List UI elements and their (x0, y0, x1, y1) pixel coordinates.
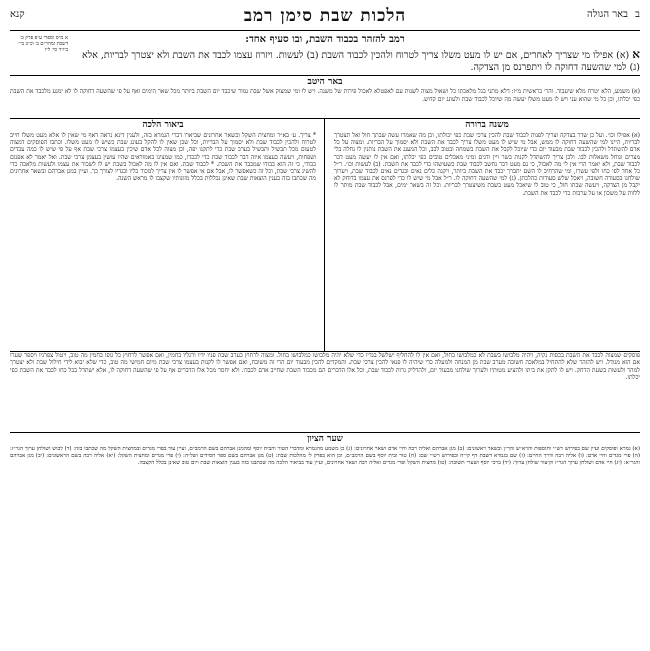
column-divider (324, 119, 325, 351)
beur-halacha-column (10, 119, 316, 351)
header-page-number: קנא (10, 9, 25, 20)
header-left-label: באר הגולה (587, 9, 628, 20)
beur-heitev-text: (א) משמע, הלא יטרח מלא שיעבוד. והר׳ בראשית מ״ו: דלא מתני בגל מלאכתו כל ושאול מצוה לשנות עם לאפטלא לאכול פירות של משנה. ויש לו ומי שמצוק אשל שבת גמור שיכבד יום השבת ביותר מכל שאר הימים ואף על פי שהשעה דחוקה לו לא ימנע מלכבד את השבת כפי יכלתו, וכן כל מי שהוא עני ויש לו מעט משלו יעשה מה שיוכל לכבוד שבת ולעונג יום קדוש. (10, 88, 640, 119)
page-header (10, 0, 640, 31)
beur-halacha-title: ביאור הלכה (142, 120, 184, 130)
mishnah-berurah-column (334, 119, 640, 351)
beur-heitev-title: באר היטב (10, 75, 640, 88)
header-page-letter: ב (635, 9, 640, 20)
beur-halacha-text: * צריך. ע׳ בא״ר ומחצית השקל ובשאר אחרונים שביארו דברי הגמרא בזה, ולענין דינא נראה דאף מי שאין לו אלא מעט משלו חייב לטרוח ולהכין לכבוד שבת ולא יסמוך על הבריות, וכל שכן שאין לו להקל בעונג שבת כשיש לו מעט משלו. וכתבו הפוסקים דמצוה לטעום מכל תבשיל ותבשיל בערב שבת כדי לתקנו יפה, וכן מצוה לכל אדם שיכין בעצמו צרכי שבת אף על פי שיש לו כמה עבדים ושפחות, ויעשה בעצמו איזה דבר לכבוד שבת כדי לכבדו, כמו שמצינו באמוראים שהיו עושין בעצמן צרכי שבת. ואל יאמר לא אפגום כבודי, כי זה הוא כבודו שמכבד את השבת. * לכבוד שבת. ואם אין לו מה לאכול בשבת יש לו לשכור את עצמו ולעשות מלאכה כדי להשיג צרכי שבת, וכל זה כשאפשר לו, אבל אם אי אפשר לו אין צריך למכור כליו ובגדיו לצורך כך. ועיין במגן אברהם ובשאר אחרונים מה שכתבו בזה בענין הוצאות שבת שאינן נכללות בכלל מזונותיו שקצבו לו מראש השנה. (10, 132, 316, 183)
seif-letter: א (632, 47, 640, 61)
shaar-hatziyun-title: שער הציון (10, 432, 640, 446)
mishnah-berurah-text: (א) אפילו וכו׳. ועל כן שדר בצדקה וצריך לפנות לכבוד שבת להכין צרכי שבת כפי יכולתו, וכן מה שאמרו עשה שבתך חול ואל תצטרך לבריות, היינו למי שהשעה דחוקה לו ממש, אבל מי שיש לו מעט משלו צריך לכבד את השבת ולא יסמוך על הבריות. ומצוה על כל אדם להשתדל ולהכין לכבוד שבת מבעוד יום כדי שיוכל לקבל את השבת בשמחה ובטוב לבב, וכל המענג את השבת נותנין לו נחלה בלי מצרים ונוחל משאלות לבו. ולכן צריך להשתדל לקנות בשר ויין ודגים ומיני מאכלים טובים כפי יכלתו, ואם אין לו יעשה מעט דבר לכבוד שבת, ולא יאמר הרי אין לי מה לאכול, כי גם מעט דבר נחשב לכבוד שבת כשעושהו כדי לכבד את השבת. (ב) לעשות וכו׳. ר״ל כל אחד לפי כחו ולפי עשרו, ומי שהרחיב לו השם יתברך יכבד את השבת ביותר, ויקנה כלים נאים ובגדים נאים לכבוד שבת, ויערוך שולחנו בסעודה חשובה, ויאכל שלש סעודות כהלכתן. (ג) למי שהשעה דחוקה לו. ר״ל אבל מי שיש לו כדי לפרנס את עצמו בדוחק לא יקבל מן הצדקה, ויעשה שבתו חול, כי טוב לו שיאכל מעט בשבת משיצטרך לבריות. וכל זה בשאר ימים, אבל לכבוד שבת מותר לו ללוות על משכון או על ערבות כדי לכבד את השבת. (334, 132, 640, 197)
page-title: הלכות שבת סימן רמב (243, 6, 407, 26)
siman-subtitle: רמב להזהר בכבוד השבת, ובו סעיף אחד: (245, 34, 405, 45)
continuation-text: פוסקים שמצוה לכבד את השבת בכסות נקיה, ויהיה מלבושו בשבת לא כמלבושו בחול, ואם אין לו להחליף ישלשל בגדיו כדי שלא יהיה מלבושו כמלבושו בחול. ומצוה לרחוץ בערב שבת פניו ידיו ורגליו בחמין, ואם אפשר לרחוץ כל גופו בחמין מה טוב, ויטול צפרניו ויספר שערו אם הוא מגודל. ויש להזהר שלא להתחיל במלאכה חשובה מערב שבת מן המנחה ולמעלה כדי שיהיה לו פנאי להכין צרכי שבת. והמקדים להכין מבעוד יום הרי זה משובח, ואם אפשר לו לקנות בעצמו צרכי שבת מיום חמישי מה טוב, כדי שלא יבוא לידי חילול שבת ולא יצטרך למהר ולעשות בשעת הדחק. ויש לו לתקן את ביתו ולהציע מטותיו ולערוך שולחנו מבעוד יום, ולהדליק נרות לכבוד שבת, וכל אלו הדברים הם מכבוד השבת שחייב אדם לכבדו. ולא יחסר מכל אלו הדברים אף על פי שהשעה דחוקה לו, אלא ישתדל בכל כחו לכבד את השבת כפי יכלתו. (10, 351, 640, 432)
mishnah-berurah-title: משנה ברורה (465, 120, 509, 130)
siman-opening (10, 31, 640, 75)
shulchan-aruch-text (82, 48, 640, 74)
commentary-columns (10, 119, 640, 351)
source-sidenote: א מ״ס וספרי ע״פ פרק ב׳ דשבת ומהר״ם ב׳ וכ״כ ב״י ביו״ד סי׳ ל״ו (18, 35, 68, 53)
shaar-hatziyun-text: (א) גמרא ופוסקים ועיין שם בפירוש רש״י ותוספות והרא״ש והר״ן ובשאר ראשונים: (ב) מגן אברהם ואליה רבה וחיי אדם ושאר אחרונים: (ג) כן משמע מהגמרא ומדברי הטור והבית יוסף ומהמגן אברהם בשם הרמב״ם, ועיין עוד בפרי מגדים ובמחצית השקל מה שכתבו בזה: (ד) לבוש ושולחן ערוך הגר״ז: (ה) פרי מגדים וחיי אדם: (ו) אליה רבה ודרך החיים: (ז) שם בגמרא דשבת דף קי״ח ובפירוש רש״י שם: (ח) טור ובית יוסף בשם הרמב״ם, וכן הוא בפרק ל׳ מהלכות שבת: (ט) מגן אברהם בשם ספר חסידים ושל״ה: (י) פרי מגדים ומחצית השקל: (יא) אליה רבה בשם הראשונים: (יב) מגן אברהם והגר״א: (יג) חיי אדם ושולחן ערוך הגר״ז וקיצור שולחן ערוך: (יד) ברכי יוסף ושערי תשובה: (טו) מחצית השקל ופרי מגדים ואליה רבה ושאר אחרונים, ועיין עוד בביאור הלכה מה שכתבנו בזה בענין הוצאות שבת ויום טוב שאינן בכלל הקצבה. (10, 446, 640, 466)
seif-text: (א) אפילו מי שצריך לאחרים, אם יש לו מעט משלו צריך לטרוח ולהכין לכבוד השבת (ב) לעשות. ויזרוז עצמו לכבד את השבת ולא יצטרך לבריות, אלא (ג) למי שהשעה דחוקה לו ויתפרנס מן הצדקה. (82, 50, 640, 73)
